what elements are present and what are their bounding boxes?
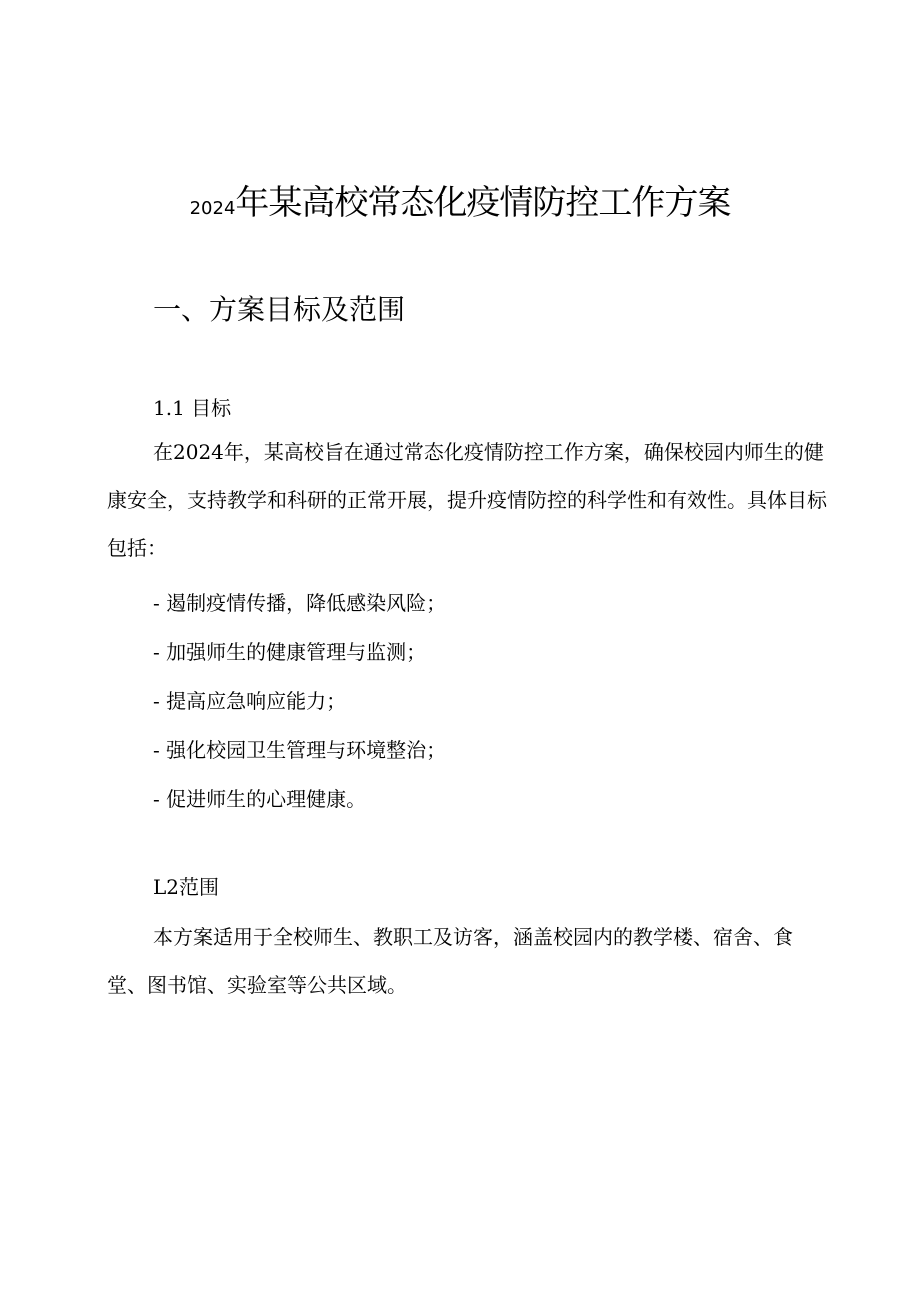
goals-list bbox=[153, 580, 446, 825]
list-item: - 促进师生的心理健康。 bbox=[153, 787, 367, 811]
list-item: - 加强师生的健康管理与监测； bbox=[153, 640, 427, 664]
title-year: 2024 bbox=[189, 198, 236, 219]
document-title bbox=[0, 180, 920, 232]
section-heading: 一、方案目标及范围 bbox=[153, 293, 406, 326]
scope-paragraph: 本方案适用于全校师生、教职工及访客，涵盖校园内的教学楼、宿舍、食堂、图书馆、实验室等公共区域。 bbox=[107, 925, 793, 997]
title-text: 年某高校常态化疫情防控工作方案 bbox=[235, 183, 731, 223]
subsection-heading-scope: L2范围 bbox=[153, 875, 220, 899]
subsection-heading-goals: 1.1 目标 bbox=[153, 396, 232, 420]
list-item: - 提高应急响应能力； bbox=[153, 689, 347, 713]
list-item: - 强化校园卫生管理与环境整治； bbox=[153, 738, 447, 762]
goals-paragraph: 在2024年，某高校旨在通过常态化疫情防控工作方案，确保校园内师生的健康安全，支持教学和科研的正常开展，提升疫情防控的科学性和有效性。具体目标包括： bbox=[107, 440, 827, 560]
list-item: - 遏制疫情传播，降低感染风险； bbox=[153, 591, 447, 615]
